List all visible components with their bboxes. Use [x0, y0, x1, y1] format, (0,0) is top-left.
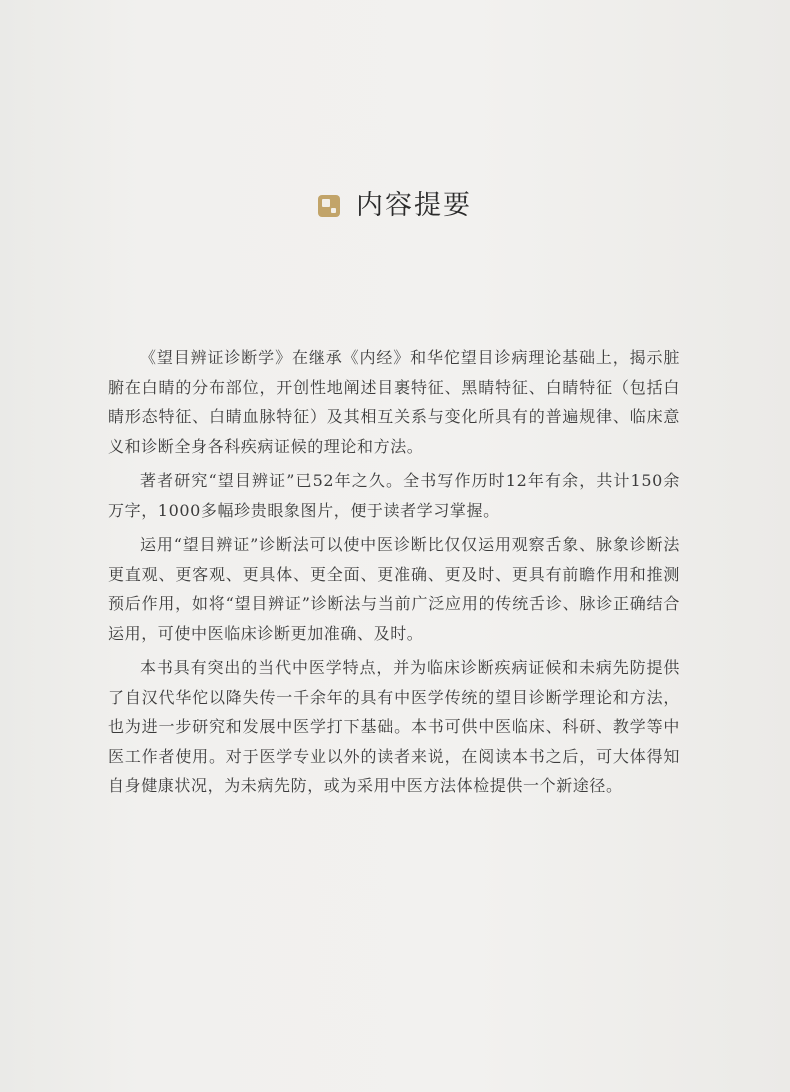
paragraph: 运用“望目辨证”诊断法可以使中医诊断比仅仅运用观察舌象、脉象诊断法更直观、更客观、更具体、更全面、更准确、更及时、更具有前瞻作用和推测预后作用，如将“望目辨证”诊断法与当前广泛应用的传统舌诊、脉诊正确结合运用，可使中医临床诊断更加准确、及时。 — [108, 535, 680, 643]
section-header — [0, 186, 790, 226]
square-bullet-icon — [318, 195, 340, 217]
paragraph: 著者研究“望目辨证”已52年之久。全书写作历时12年有余，共计150余万字，1000多幅珍贵眼象图片，便于读者学习掌握。 — [108, 471, 680, 520]
summary-body — [108, 343, 680, 806]
page-title: 内容提要 — [356, 190, 472, 221]
paragraph: 《望目辨证诊断学》在继承《内经》和华佗望目诊病理论基础上，揭示脏腑在白睛的分布部位，开创性地阐述目裹特征、黑睛特征、白睛特征（包括白睛形态特征、白睛血脉特征）及其相互关系与变化所具有的普遍规律、临床意义和诊断全身各科疾病证候的理论和方法。 — [108, 348, 680, 456]
paragraph: 本书具有突出的当代中医学特点，并为临床诊断疾病证候和未病先防提供了自汉代华佗以降失传一千余年的具有中医学传统的望目诊断学理论和方法，也为进一步研究和发展中医学打下基础。本书可供中医临床、科研、教学等中医工作者使用。对于医学专业以外的读者来说，在阅读本书之后，可大体得知自身健康状况，为未病先防，或为采用中医方法体检提供一个新途径。 — [108, 658, 680, 795]
